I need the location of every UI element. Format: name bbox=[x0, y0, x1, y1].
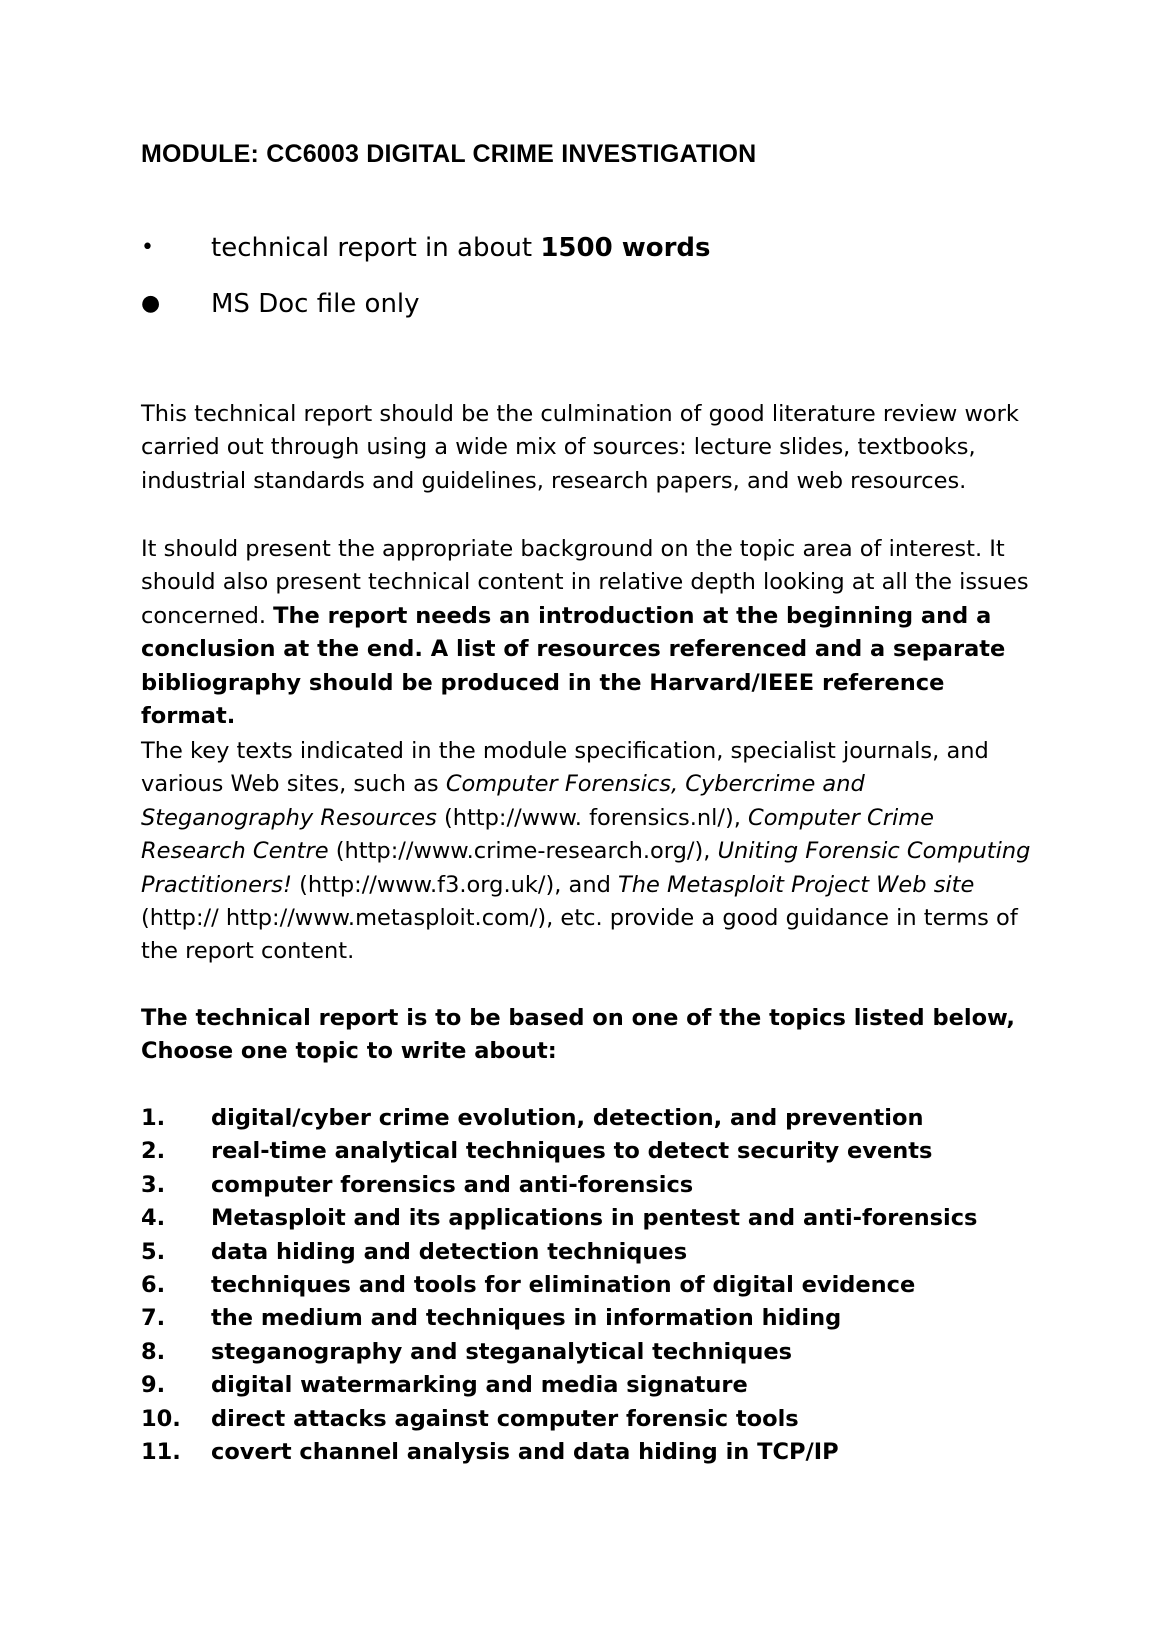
paragraph-structure-requirement: The report needs an introduction at the beginning and a conclusion at the end. A list of resources referenced and a separate bibliography should be produced in the Harvard/IEEE reference format. bbox=[141, 602, 1006, 730]
topic-text: Metasploit and its applications in pentest and anti-forensics bbox=[211, 1205, 978, 1232]
site-url: (http:// http://www.metasploit.com/), etc. provide a good guidance in terms of the report content. bbox=[141, 905, 1018, 965]
requirements-list bbox=[141, 228, 1041, 340]
topic-text: direct attacks against computer forensic tools bbox=[211, 1405, 799, 1432]
topic-number: 3. bbox=[141, 1171, 166, 1198]
topic-number: 1. bbox=[141, 1105, 166, 1131]
site-name: Computer Forensics, Cybercrime and Steganography Resources bbox=[141, 771, 865, 831]
topic-number: 7. bbox=[141, 1305, 166, 1332]
site-url: (http://www.f3.org.uk/), and bbox=[292, 871, 619, 898]
word-count: 1500 words bbox=[540, 233, 711, 263]
requirement-item bbox=[141, 228, 1041, 284]
paragraph-content: It should present the appropriate background on the topic area of interest. It should also present technical content in relative depth looking at all the issues concerned. The report needs an introduction at the beginning and a conclusion at the end. A list of resources referenced and a separate bibliography should be produced in the Harvard/IEEE reference format. bbox=[141, 536, 1029, 730]
requirement-item bbox=[141, 284, 1041, 340]
topic-item bbox=[141, 1202, 1031, 1235]
site-url: (http://www. forensics.nl/), bbox=[436, 804, 749, 831]
topic-number: 11. bbox=[141, 1438, 181, 1465]
site-url: (http://www.crime-research.org/), bbox=[328, 838, 718, 865]
requirement-text: MS Doc file only bbox=[211, 289, 420, 319]
paragraph-key-texts: The key texts indicated in the module specification, specialist journals, and various Web sites, such as Computer Forensics, Cybercrime and Steganography Resources (http://www. forensics.nl/), Computer Crime Research Centre (http://www.crime-research.org/), Uniting Forensic Computing Practitioners! (http://www.f3.org.uk/), and The Metasploit Project Web site (http:// http://www.metasploit.com/), etc. provide a good guidance in terms of the report content. bbox=[141, 738, 1031, 965]
topic-item bbox=[141, 1369, 1031, 1402]
topic-item bbox=[141, 1403, 1031, 1436]
bullet-icon: • bbox=[141, 235, 154, 260]
topic-item bbox=[141, 1302, 1031, 1335]
topic-text: steganography and steganalytical techniques bbox=[211, 1338, 793, 1365]
topic-item bbox=[141, 1436, 1031, 1469]
topic-number: 10. bbox=[141, 1405, 181, 1432]
topic-text: real-time analytical techniques to detect security events bbox=[211, 1138, 933, 1165]
bullet-icon: ● bbox=[141, 291, 161, 316]
topic-item bbox=[141, 1236, 1031, 1269]
topic-text: the medium and techniques in information hiding bbox=[211, 1305, 842, 1332]
topic-number: 4. bbox=[141, 1205, 166, 1232]
topic-text: covert channel analysis and data hiding in TCP/IP bbox=[211, 1438, 839, 1465]
topic-text: digital/cyber crime evolution, detection, and prevention bbox=[211, 1105, 924, 1131]
topic-item bbox=[141, 1269, 1031, 1302]
topics-list bbox=[141, 1102, 1031, 1469]
page-title: MODULE: CC6003 DIGITAL CRIME INVESTIGATION bbox=[141, 140, 757, 168]
topic-item bbox=[141, 1169, 1031, 1202]
site-name: Computer Crime Research Centre bbox=[141, 804, 935, 865]
topic-item bbox=[141, 1102, 1031, 1135]
paragraph-sources: This technical report should be the culmination of good literature review work carried out through using a wide mix of sources: lecture slides, textbooks, industrial standards and guidelines, research papers, and web resources. bbox=[141, 401, 1019, 494]
topic-number: 9. bbox=[141, 1372, 166, 1399]
topic-number: 6. bbox=[141, 1271, 166, 1298]
topic-text: techniques and tools for elimination of digital evidence bbox=[211, 1271, 916, 1298]
site-name: Uniting Forensic Computing Practitioners! bbox=[141, 838, 1031, 898]
requirement-text: technical report in about 1500 words bbox=[211, 233, 711, 263]
topic-item bbox=[141, 1135, 1031, 1168]
topic-text: computer forensics and anti-forensics bbox=[211, 1171, 694, 1198]
topic-number: 5. bbox=[141, 1238, 166, 1265]
topics-intro: The technical report is to be based on one of the topics listed below, Choose one topic to write about: bbox=[141, 1005, 1015, 1065]
topic-text: digital watermarking and media signature bbox=[211, 1372, 748, 1399]
topic-item bbox=[141, 1336, 1031, 1369]
topic-text: data hiding and detection techniques bbox=[211, 1238, 688, 1265]
topic-number: 8. bbox=[141, 1338, 166, 1365]
topic-number: 2. bbox=[141, 1138, 166, 1165]
site-name: The Metasploit Project Web site bbox=[618, 871, 975, 898]
